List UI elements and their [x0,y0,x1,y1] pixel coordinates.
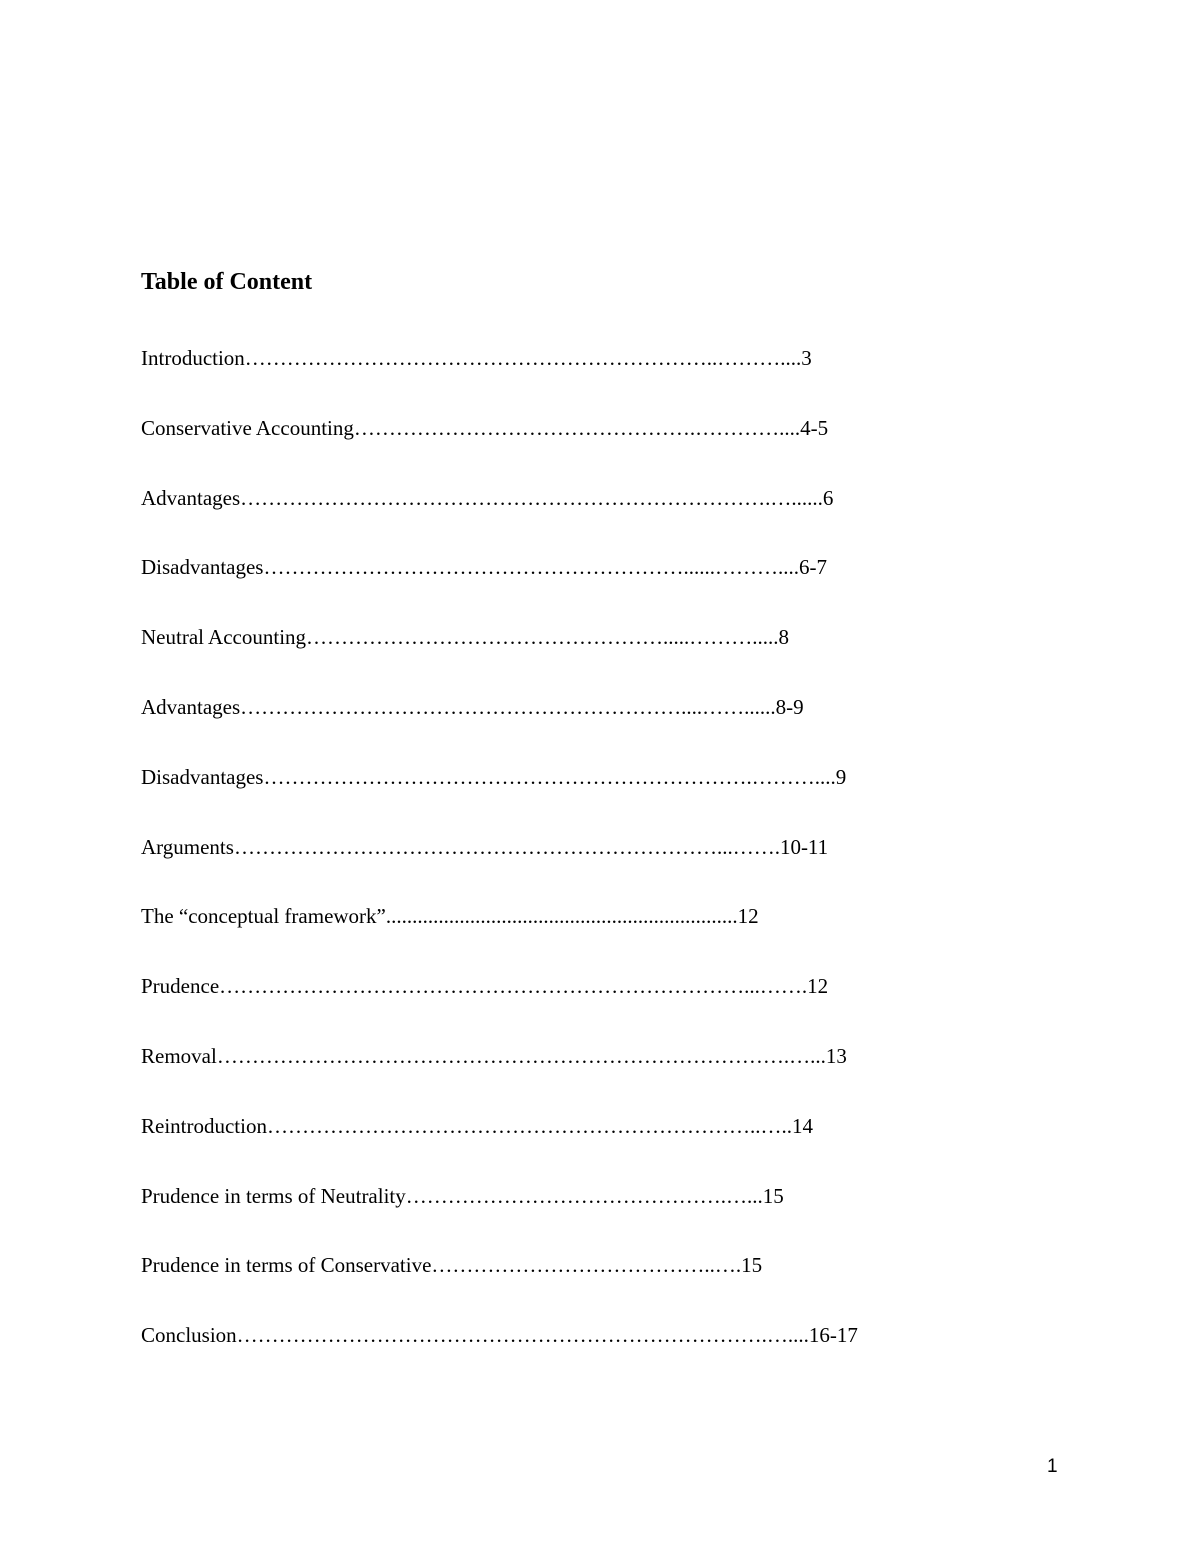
toc-entry-disadvantages: Disadvantages……………………………………………………......………....6-7 [141,555,827,580]
toc-entry-introduction: Introduction…………………………………………………………..………....3 [141,346,812,370]
toc-entry-conclusion: Conclusion………………………………………………………………….…....16-17 [141,1323,858,1348]
toc-entry-neutral-disadvantages: Disadvantages…………………………………………………………….………....9 [141,764,847,789]
page-number: 1 [1047,1456,1058,1477]
table-of-contents [141,342,861,1389]
toc-entry-removal: Removal……………………………………………………………………….…...13 [141,1043,847,1068]
toc-entry-neutral-advantages: Advantages………………………………………………………....……......8-9 [141,694,804,719]
toc-entry-conceptual-framework: The “conceptual framework”...................................................................12 [141,904,759,929]
page-title: Table of Content [141,269,313,295]
toc-entry-reintroduction: Reintroduction……………………………………………………………..…..14 [141,1113,813,1138]
toc-entry-prudence-conservative: Prudence in terms of Conservative…………………………………..….15 [141,1253,763,1278]
toc-entry-arguments: Arguments……………………………………………………………...…….10-11 [141,834,829,859]
toc-entry-conservative-accounting: Conservative Accounting………………………………………….…………....4-5 [141,415,829,440]
toc-entry-advantages: Advantages………………………………………………………………….…......6 [141,485,834,510]
toc-entry-prudence-neutrality: Prudence in terms of Neutrality……………………………………….…...15 [141,1183,784,1208]
toc-entry-prudence: Prudence…………………………………………………………………...…….12 [141,974,829,999]
toc-entry-neutral-accounting: Neutral Accounting…………………………………………….....……….....8 [141,625,790,650]
